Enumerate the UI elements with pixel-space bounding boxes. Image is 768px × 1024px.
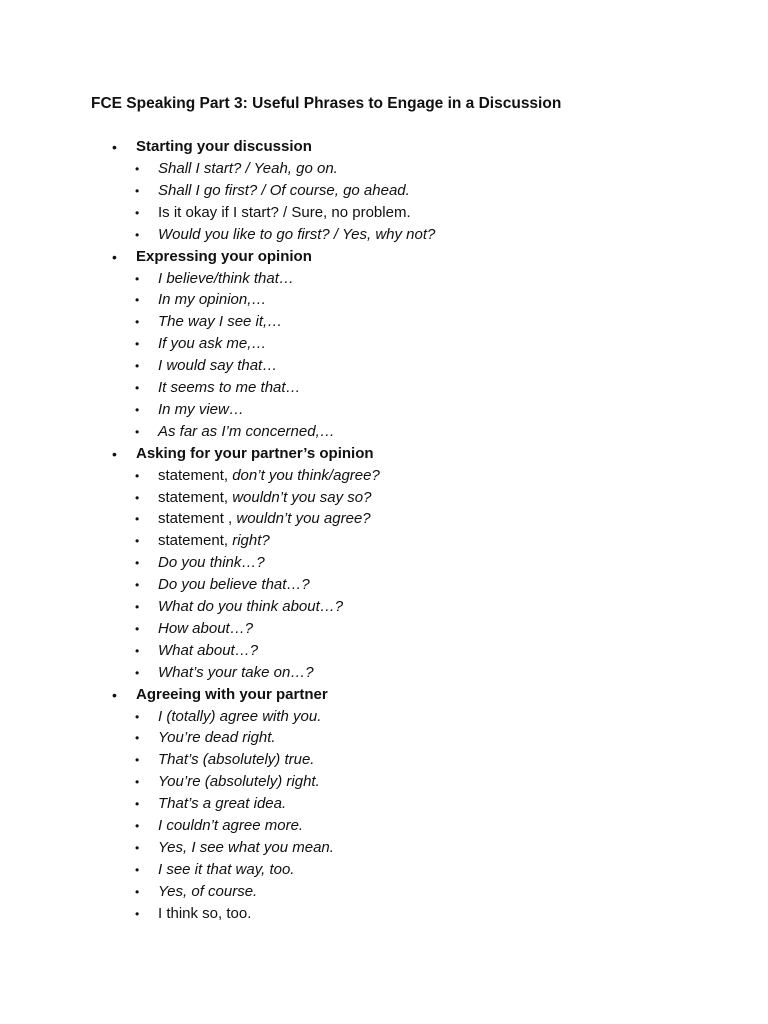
- phrase-plain: statement,: [158, 488, 233, 506]
- list-item: [0, 311, 768, 333]
- list-item: [0, 727, 768, 749]
- bullet-icon: •: [112, 686, 117, 703]
- bullet-icon: •: [135, 775, 140, 790]
- list-item: [0, 487, 768, 509]
- phrase-italic: Do you think…?: [158, 554, 265, 572]
- bullet-icon: •: [135, 359, 140, 374]
- list-item: [0, 158, 768, 180]
- bullet-icon: •: [135, 731, 140, 746]
- phrase-italic: As far as I’m concerned,…: [158, 422, 335, 440]
- phrase-italic: How about…?: [158, 619, 254, 637]
- phrase-italic: Would you like to go first? / Yes, why not?: [158, 225, 436, 243]
- phrase-italic: You’re dead right.: [158, 729, 276, 747]
- phrase-italic: I see it that way, too.: [158, 860, 295, 878]
- bullet-icon: •: [135, 337, 140, 352]
- phrase-italic: I would say that…: [158, 357, 278, 375]
- bullet-icon: •: [135, 884, 140, 899]
- list-item: [0, 552, 768, 574]
- phrase-text: [158, 662, 314, 684]
- phrase-plain: statement ,: [158, 510, 237, 528]
- phrase-italic: You’re (absolutely) right.: [158, 773, 320, 791]
- list-item: [0, 399, 768, 421]
- phrase-italic: If you ask me,…: [158, 335, 267, 353]
- phrase-text: [158, 355, 277, 377]
- document-title: FCE Speaking Part 3: Useful Phrases to Engage in a Discussion: [91, 95, 562, 112]
- list-item: [0, 837, 768, 859]
- phrase-text: [158, 289, 266, 311]
- phrase-text: [158, 771, 320, 793]
- bullet-icon: •: [135, 205, 140, 220]
- bullet-icon: •: [135, 819, 140, 834]
- phrase-text: [158, 487, 371, 509]
- phrase-plain: I think so, too.: [158, 904, 252, 922]
- list-item: [0, 815, 768, 837]
- bullet-icon: •: [135, 162, 140, 176]
- bullet-icon: •: [135, 621, 140, 636]
- phrase-text: [158, 202, 411, 224]
- section-heading: Asking for your partner’s opinion: [136, 444, 374, 462]
- list-item: [0, 771, 768, 793]
- phrase-sections: [0, 136, 768, 925]
- bullet-icon: •: [135, 578, 140, 593]
- bullet-icon: •: [135, 512, 140, 527]
- phrase-italic: In my opinion,…: [158, 291, 267, 309]
- bullet-icon: •: [135, 402, 140, 417]
- bullet-icon: •: [112, 445, 117, 462]
- phrase-italic: Yes, of course.: [158, 882, 258, 900]
- phrase-italic: Yes, I see what you mean.: [158, 838, 334, 856]
- list-item: [0, 465, 768, 487]
- bullet-icon: •: [135, 906, 140, 921]
- list-item: [0, 180, 768, 202]
- bullet-icon: •: [112, 248, 117, 265]
- section-heading: Expressing your opinion: [136, 247, 312, 265]
- phrase-italic: I (totally) agree with you.: [158, 707, 322, 725]
- bullet-icon: •: [135, 534, 140, 549]
- phrase-italic: right?: [232, 532, 270, 550]
- phrase-italic: wouldn’t you say so?: [232, 488, 372, 506]
- list-item: [0, 859, 768, 881]
- section-heading-item: [0, 684, 768, 706]
- bullet-icon: •: [135, 643, 140, 658]
- bullet-icon: •: [135, 840, 140, 855]
- phrase-text: [158, 706, 321, 728]
- phrase-text: [158, 158, 338, 180]
- phrase-italic: I couldn’t agree more.: [158, 817, 304, 835]
- phrase-text: [158, 903, 251, 925]
- phrase-italic: What’s your take on…?: [158, 663, 314, 681]
- phrase-text: [158, 552, 265, 574]
- bullet-icon: •: [135, 600, 140, 615]
- list-item: [0, 508, 768, 530]
- list-item: [0, 377, 768, 399]
- list-item: [0, 289, 768, 311]
- phrase-italic: In my view…: [158, 400, 244, 418]
- phrase-text: [158, 859, 294, 881]
- phrase-text: [158, 268, 294, 290]
- phrase-italic: That’s a great idea.: [158, 795, 287, 813]
- list-item: [0, 903, 768, 925]
- section-heading-item: [0, 443, 768, 465]
- phrase-text: [158, 815, 303, 837]
- bullet-icon: •: [112, 139, 117, 155]
- bullet-icon: •: [135, 227, 140, 242]
- phrase-italic: Shall I start? / Yeah, go on.: [158, 160, 338, 177]
- phrase-text: [158, 837, 334, 859]
- section-heading-item: [0, 246, 768, 268]
- phrase-italic: It seems to me that…: [158, 379, 301, 397]
- phrase-italic: Shall I go first? / Of course, go ahead.: [158, 181, 410, 199]
- phrase-italic: The way I see it,…: [158, 313, 283, 331]
- section-heading: Starting your discussion: [136, 138, 312, 155]
- list-item: [0, 596, 768, 618]
- phrase-text: [158, 596, 343, 618]
- list-item: [0, 530, 768, 552]
- phrase-italic: Do you believe that…?: [158, 576, 310, 594]
- phrase-plain: Is it okay if I start? / Sure, no problem.: [158, 203, 411, 221]
- phrase-text: [158, 224, 435, 246]
- list-item: [0, 224, 768, 246]
- phrase-text: [158, 530, 270, 552]
- phrase-italic: wouldn’t you agree?: [236, 510, 371, 528]
- phrase-text: [158, 618, 253, 640]
- bullet-icon: •: [135, 797, 140, 812]
- phrase-text: [158, 311, 282, 333]
- phrase-text: [158, 421, 335, 443]
- phrase-plain: statement,: [158, 532, 233, 550]
- list-item: [0, 662, 768, 684]
- bullet-icon: •: [135, 709, 140, 724]
- phrase-text: [158, 727, 276, 749]
- phrase-text: [158, 399, 244, 421]
- phrase-italic: I believe/think that…: [158, 269, 294, 287]
- phrase-italic: That’s (absolutely) true.: [158, 751, 315, 769]
- phrase-italic: don’t you think/agree?: [232, 466, 380, 484]
- section-heading: Agreeing with your partner: [136, 685, 328, 703]
- bullet-icon: •: [135, 665, 140, 680]
- list-item: [0, 421, 768, 443]
- phrase-text: [158, 465, 380, 487]
- phrase-text: [158, 377, 301, 399]
- list-item: [0, 706, 768, 728]
- bullet-icon: •: [135, 490, 140, 505]
- bullet-icon: •: [135, 183, 140, 198]
- bullet-icon: •: [135, 424, 140, 439]
- phrase-text: [158, 508, 371, 530]
- phrase-italic: What about…?: [158, 641, 259, 659]
- bullet-icon: •: [135, 293, 140, 308]
- phrase-text: [158, 640, 258, 662]
- list-item: [0, 202, 768, 224]
- phrase-text: [158, 881, 257, 903]
- list-item: [0, 618, 768, 640]
- list-item: [0, 749, 768, 771]
- phrase-italic: What do you think about…?: [158, 598, 344, 616]
- list-item: [0, 793, 768, 815]
- phrase-text: [158, 749, 314, 771]
- list-item: [0, 355, 768, 377]
- bullet-icon: •: [135, 468, 140, 483]
- bullet-icon: •: [135, 315, 140, 330]
- bullet-icon: •: [135, 753, 140, 768]
- bullet-icon: •: [135, 862, 140, 877]
- phrase-text: [158, 333, 266, 355]
- bullet-icon: •: [135, 271, 140, 286]
- list-item: [0, 574, 768, 596]
- list-item: [0, 333, 768, 355]
- list-item: [0, 640, 768, 662]
- phrase-plain: statement,: [158, 466, 233, 484]
- section-heading-item: [0, 136, 768, 158]
- bullet-icon: •: [135, 381, 140, 396]
- phrase-text: [158, 574, 310, 596]
- bullet-icon: •: [135, 556, 140, 571]
- list-item: [0, 881, 768, 903]
- phrase-text: [158, 180, 410, 202]
- phrase-text: [158, 793, 286, 815]
- list-item: [0, 268, 768, 290]
